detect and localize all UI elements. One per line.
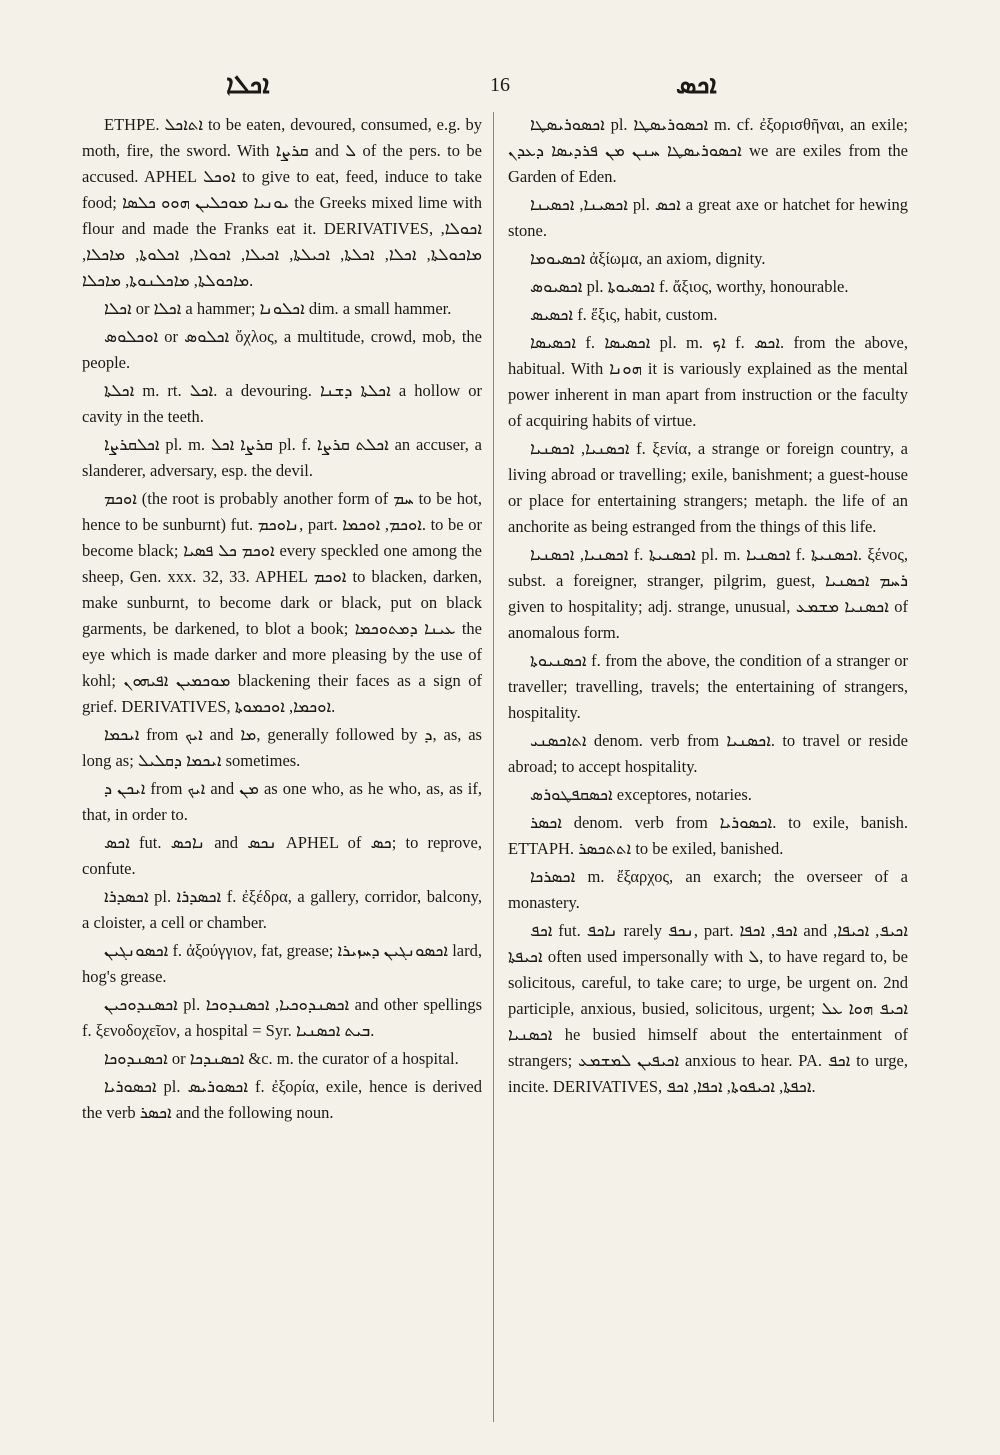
page-number: 16 [490,74,510,96]
dictionary-entry: ܐܟܣܢܝܘܬܐ f. from the above, the condition of a stranger or traveller; travelling, travels; the entertaining of strangers, hospitality. [508,651,908,722]
dictionary-entry: ܐܟܣܝܣ f. ἕξις, habit, custom. [530,305,718,324]
dictionary-entry: ܐܟܦ fut. ܢܐܟܦ rarely ܢܟܦ, part. ܐܟܦ, ܐܟܦܐ and ܐܟܝܦ, ܐܟܝܦܐ, ܐܟܝܦܬܐ often used impersonally with ܠ, to have regard to, be solicitous, careful, to take care; to urge, be urgent on. 2nd participle, anxious, busied, solicitous, urgent; ܐܟܝܦ ܗܘܐ ܥܠ ܐܟܣܢܝܐ he busied himself about the entertainment of strangers; ܐܟܝܦܝܢ ܠܡܫܡܥ anxious to hear. PA. ܐܟܦ to urge, incite. DERIVATIVES, ܐܟܦܬܐ, ܐܟܝܦܘܬܐ, ܐܟܦܐ, ܐܟܦ. [508,921,908,1096]
dictionary-entry: ܐܟܣܢܝܐ, ܐܟܣܢܝܐ f. ܐܟܣܢܝܬܐ pl. m. ܐܟܣܢܝܐ f. ܐܟܣܢܝܬܐ. ξένος, subst. a foreigner, stranger, pilgrim, guest, ܪܚܡ ܐܟܣܢܝܐ given to hospitality; adj. strange, unusual, ܐܟܣܢܝܐ ܡܫܡܥ of anomalous form. [508,545,908,642]
column-divider [493,112,494,1422]
dictionary-entry: ܐܟܣܢܕܘܟܝܢ pl. ܐܟܣܢܕܘܟܝܐ, ܐܟܣܢܕܘܟܐ and other spellings f. ξενοδοχεῖον, a hospital = Syr. ܒܝܬ ܐܟܣܢܝܐ. [82,995,482,1040]
dictionary-entry: ܐܟܣܩܦܛܘܪܣ exceptores, notaries. [530,785,752,804]
dictionary-entry: ܐܘܟܡ (the root is probably another form of ܚܡ to be hot, hence to be sunburnt) fut. ܢܐܘܟܡ, part. ܐܘܟܡ, ܐܘܟܡܐ. to be or become black; ܐܘܟܡ ܟܠ ܦܣܝܐ every speckled one among the sheep, Gen. xxx. 32, 33. APHEL ܐܘܟܡ to blacken, darken, make sunburnt, to become dark or black, put on black garments, be darkened, to blot a book; ܥܝܢܐ ܕܡܬܘܟܡܐ the eye which is made darker and more pleasing by the use of kohl; ܡܘܟܡܝܢ ܐܦܝܗܘܢ blackening their faces as a sign of grief. DERIVATIVES, ܐܘܟܡܐ, ܐܘܟܡܘܬܐ. [82,489,482,716]
dictionary-entry: ܐܟܣܢܕܘܟܐ or ܐܟܣܢܕܟܐ &c. m. the curator of a hospital. [104,1049,459,1068]
dictionary-entry: ETHPE. ܐܬܐܟܠ to be eaten, devoured, consumed, e.g. by moth, fire, the sword. With ܩܪܨܐ and ܠ of the pers. to be accused. APHEL ܐܘܟܠ to give to eat, feed, induce to take food; ܝܘܢܝܐ ܡܘܟܠܝܢ ܗܘܘ ܟܠܣܐ the Greeks mixed lime with flour and made the Franks eat it. DERIVATIVES, ܐܟܘܠܐ, ܡܐܟܘܠܬܐ, ܐܟܠܐ, ܐܟܠܬܐ, ܐܟܝܠܬܐ, ܐܟܝܠܐ, ܐܟܘܠܐ, ܐܟܠܘܬܐ, ܡܐܟܠܐ, ܡܐܟܘܠܬܐ, ܡܐܟܠܢܘܬܐ, ܡܐܟܠܐ. [82,115,482,290]
header-right-word: ܐܟܣ [676,70,717,100]
dictionary-entry: ܐܟܣܪܟܐ m. ἔξαρχος, an exarch; the overseer of a monastery. [508,867,908,912]
dictionary-entry: ܐܟܣܝܘܡܐ ἀξίωμα, an axiom, dignity. [530,249,766,268]
dictionary-entry: ܐܝܟܡܐ from ܐܝܟ and ܡܐ, generally followed by ܕ, as, as long as; ܐܝܟܡܐ ܕܩܠܝܠ sometimes. [82,725,482,770]
left-column [82,112,482,1432]
dictionary-entry: ܐܟܣܪ denom. verb from ܐܟܣܘܪܝܐ. to exile, banish. ETTAPH. ܐܬܬܟܣܪ to be exiled, banished. [508,813,908,858]
running-head [0,64,1000,104]
dictionary-entry: ܐܟܠܬܐ m. rt. ܐܟܠ. a devouring. ܐܟܠܬܐ ܕܫܢܐ a hollow or cavity in the teeth. [82,381,482,426]
dictionary-entry: ܐܟܣܘܪܝܐ pl. ܐܟܣܘܪܝܣ f. ἐξορία, exile, hence is derived the verb ܐܟܣܪ and the following noun. [82,1077,482,1122]
dictionary-entry: ܐܟܣܝܘܣ pl. ܐܟܣܝܘܬܐ f. ἄξιος, worthy, honourable. [530,277,849,296]
header-left-word: ܐܟܠܐ [226,70,270,100]
dictionary-entry: ܐܟܣܘܢܓܝܢ f. ἀξούγγιον, fat, grease; ܐܟܣܘܢܓܝܢ ܕܚܙܝܪܐ lard, hog's grease. [82,941,482,986]
dictionary-entry: ܐܘܟܠܘܣ or ܐܟܠܘܣ ὄχλος, a multitude, crowd, mob, the people. [82,327,482,372]
dictionary-entry: ܐܝܟܢ ܕ from ܐܝܟ and ܡܢ as one who, as he who, as, as if, that, in order to. [82,779,482,824]
dictionary-entry: ܐܟܣܢܝܐ, ܐܟܣܢܝܐ f. ξενία, a strange or foreign country, a living abroad or travelling; exile, banishment; a guest-house or place for entertaining strangers; metaph. the life of an anchorite as being estranged from the things of this life. [508,439,908,536]
dictionary-entry: ܐܟܠܩܪܨܐ pl. m. ܩܪܨܐ ܐܟܠ pl. f. ܐܟܠܬ ܩܪܨܐ an accuser, a slanderer, adversary, esp. the devil. [82,435,482,480]
dictionary-entry: ܐܟܣܝܣܐ f. ܐܟܣܝܣܐ pl. m. ܐܟ f. ܐܟܣ. from the above, habitual. With ܗܘܢܐ it is variously explained as the mental power inherent in man apart from instruction or the faculty of acquiring habits of virtue. [508,333,908,430]
right-column [508,112,908,1432]
dictionary-entry: ܐܟܣ fut. ܢܐܟܣ and ܢܟܣ APHEL of ܟܣ; to reprove, confute. [82,833,482,878]
dictionary-entry: ܐܟܠܐ or ܐܟܠܐ a hammer; ܐܟܠܘܢܐ dim. a small hammer. [104,299,452,318]
dictionary-entry: ܐܬܐܟܣܢܝ denom. verb from ܐܟܣܢܝܐ. to travel or reside abroad; to accept hospitality. [508,731,908,776]
dictionary-entry: ܐܟܣܘܪܝܣܛܐ pl. ܐܟܣܘܪܝܣܛܐ m. cf. ἐξορισθῆναι, an exile; ܐܟܣܘܪܝܣܛܐ ܚܢܢ ܡܢ ܦܪܕܝܣܐ ܕܥܕܢ we are exiles from the Garden of Eden. [508,115,908,186]
dictionary-entry: ܐܟܣܝܢܐ, ܐܟܣܝܢܐ pl. ܐܟܣ a great axe or hatchet for hewing stone. [508,195,908,240]
dictionary-entry: ܐܟܣܕܪܐ pl. ܐܟܣܕܪܐ f. ἐξέδρα, a gallery, corridor, balcony, a cloister, a cell or chamber. [82,887,482,932]
